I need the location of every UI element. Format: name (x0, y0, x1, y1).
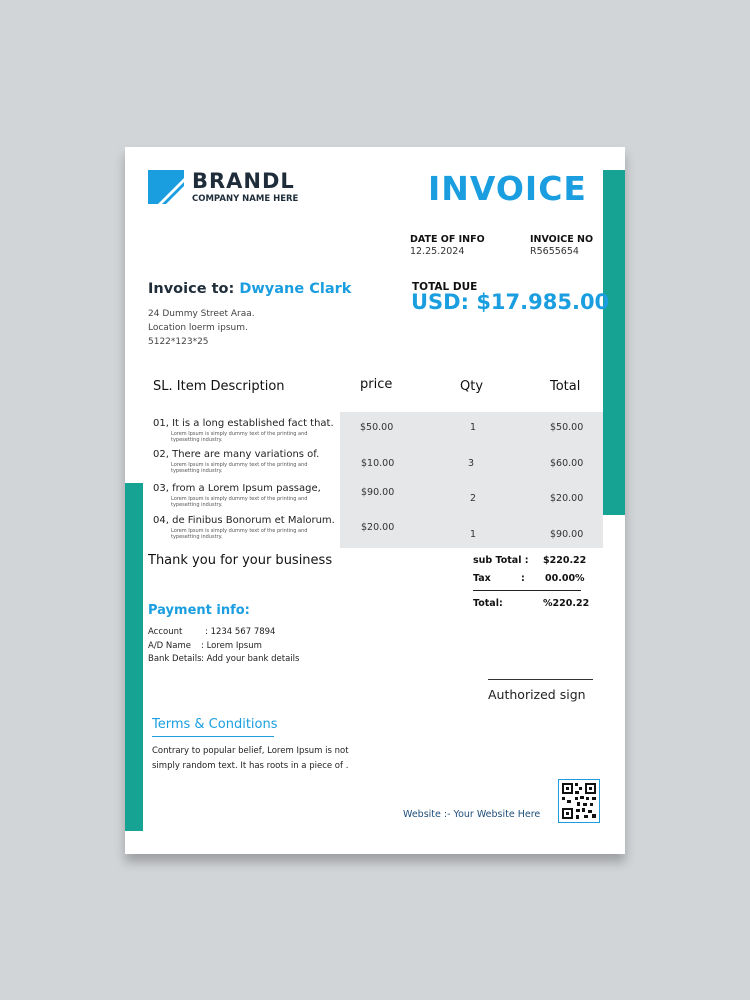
authorized-sign: Authorized sign (488, 687, 586, 702)
ad-name-value: : Lorem Ipsum (201, 641, 262, 651)
invoice-number-label: INVOICE NO (530, 234, 594, 245)
terms-title: Terms & Conditions (152, 717, 278, 732)
row-qty: 1 (470, 422, 477, 433)
row-number: 03, (153, 483, 169, 494)
terms-text (152, 744, 362, 774)
account-label: Account (148, 627, 183, 637)
invoice-to (148, 281, 351, 297)
row-total: $50.00 (550, 422, 584, 433)
summary-divider (473, 590, 581, 591)
table-row (153, 483, 321, 494)
header-qty: Qty (460, 379, 484, 394)
row-subtext-line: typesetting industry. (171, 468, 223, 474)
row-description: There are many variations of. (172, 449, 320, 460)
brand-subtitle: COMPANY NAME HERE (192, 194, 299, 204)
terms-line: simply random text. It has roots in a piece of . (152, 761, 349, 771)
row-description: It is a long established fact that. (172, 418, 334, 429)
row-subtext-line: typesetting industry. (171, 437, 223, 443)
total-due-value: USD: $17.985.00 (411, 290, 610, 314)
row-subtext-line: typesetting industry. (171, 534, 223, 540)
row-subtext-line: Lorem Ipsum is simply dummy text of the printing and (171, 462, 308, 468)
website-link[interactable]: Website :- Your Website Here (403, 809, 541, 820)
thanks-note: Thank you for your business (148, 553, 333, 568)
row-qty: 2 (470, 493, 477, 504)
client-name: Dwyane Clark (239, 281, 352, 297)
tax-colon: : (521, 573, 525, 584)
table-row (153, 449, 319, 460)
row-total: $90.00 (550, 529, 584, 540)
payment-title: Payment info: (148, 603, 250, 618)
row-subtext (171, 496, 307, 508)
row-price: $20.00 (361, 522, 395, 533)
account-value: : 1234 567 7894 (205, 627, 276, 637)
row-description: de Finibus Bonorum et Malorum. (172, 515, 335, 526)
bank-details-label: Bank Details (148, 654, 202, 664)
invoice-page (125, 147, 625, 854)
row-subtext-line: Lorem Ipsum is simply dummy text of the printing and (171, 496, 308, 502)
row-qty: 1 (470, 529, 477, 540)
header-price: price (360, 377, 393, 392)
row-subtext-line: Lorem Ipsum is simply dummy text of the printing and (171, 528, 308, 534)
signature-line (488, 679, 593, 680)
row-price: $50.00 (360, 422, 394, 433)
header-total: Total (550, 379, 581, 394)
table-row (153, 418, 334, 429)
row-number: 02, (153, 449, 169, 460)
subtotal-label: sub Total : (473, 555, 529, 566)
total-due-label: TOTAL DUE (412, 281, 478, 293)
brand-logo-icon (148, 170, 184, 204)
right-accent-bar (603, 170, 625, 515)
qr-code-icon (558, 779, 600, 823)
date-value: 12.25.2024 (410, 246, 465, 257)
row-description: from a Lorem Ipsum passage, (172, 483, 321, 494)
total-value: %220.22 (543, 598, 590, 609)
table-row (153, 515, 335, 526)
row-number: 04, (153, 515, 169, 526)
row-number: 01, (153, 418, 169, 429)
address-line: 5122*123*25 (148, 337, 209, 347)
invoice-to-label: Invoice to: (148, 281, 235, 297)
tax-value: 00.00% (545, 573, 585, 584)
date-label: DATE OF INFO (410, 234, 485, 245)
client-address (148, 307, 255, 349)
row-price: $90.00 (361, 487, 395, 498)
row-qty: 3 (468, 458, 475, 469)
terms-line: Contrary to popular belief, Lorem Ipsum is not (152, 746, 349, 756)
ad-name-label: A/D Name (148, 641, 192, 651)
total-label: Total: (473, 598, 503, 609)
header-description: SL. Item Description (153, 379, 285, 394)
terms-underline (152, 736, 274, 737)
row-subtext (171, 431, 307, 443)
left-accent-bar (125, 483, 143, 831)
bank-details-value: : Add your bank details (201, 654, 300, 664)
brand-name: BRANDL (192, 169, 295, 193)
address-line: 24 Dummy Street Araa. (148, 309, 255, 319)
address-line: Location loerm ipsum. (148, 323, 248, 333)
invoice-number-value: R5655654 (530, 246, 579, 257)
row-price: $10.00 (361, 458, 395, 469)
tax-label: Tax (473, 573, 491, 584)
row-subtext-line: typesetting industry. (171, 502, 223, 508)
row-total: $20.00 (550, 493, 584, 504)
row-subtext (171, 462, 307, 474)
row-total: $60.00 (550, 458, 584, 469)
invoice-title: INVOICE (428, 169, 587, 208)
row-subtext (171, 528, 307, 540)
subtotal-value: $220.22 (543, 555, 587, 566)
row-subtext-line: Lorem Ipsum is simply dummy text of the printing and (171, 431, 308, 437)
